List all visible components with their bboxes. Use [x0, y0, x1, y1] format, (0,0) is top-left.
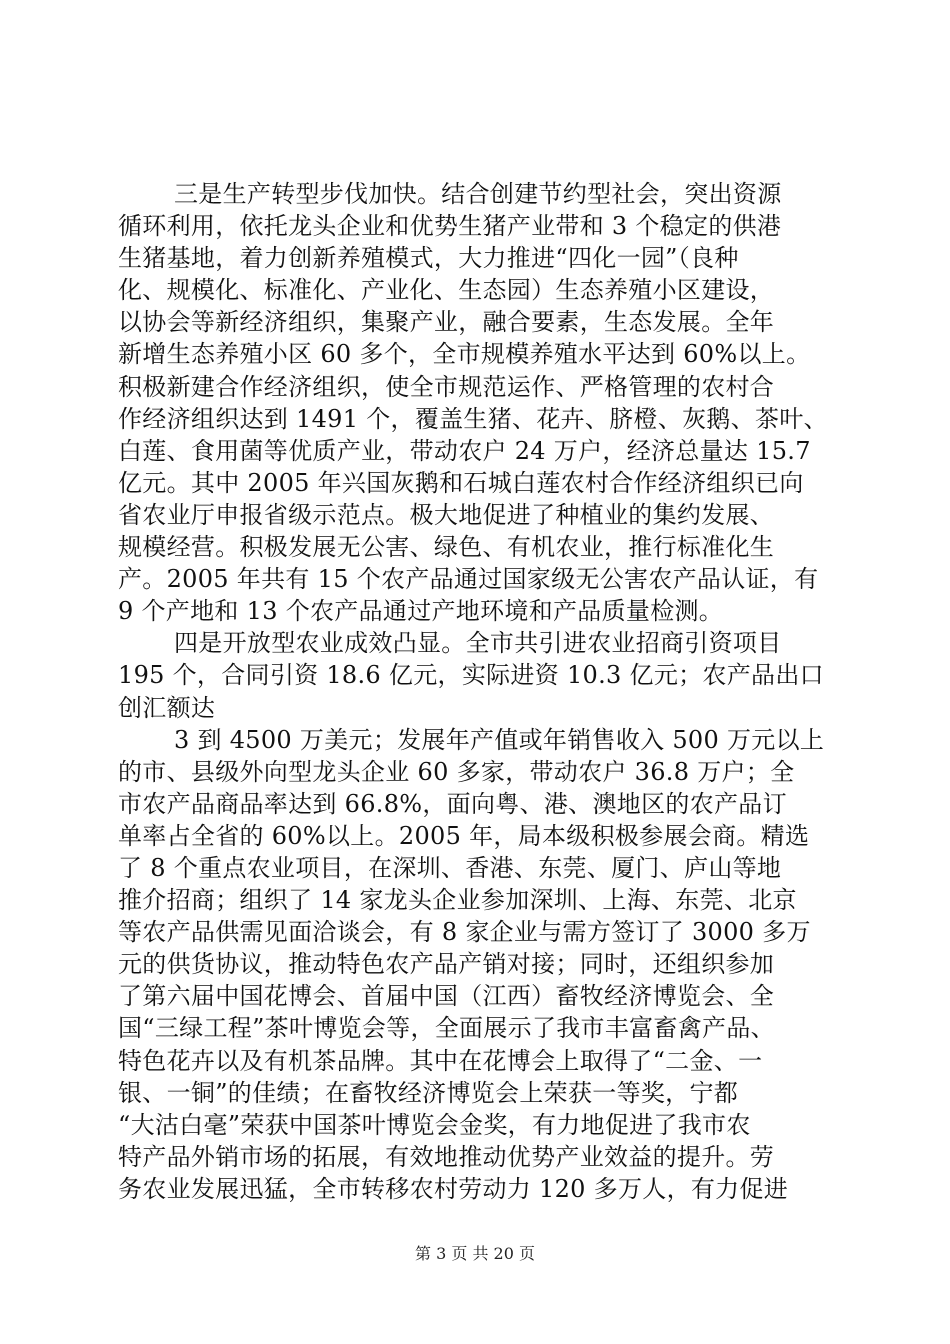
paragraph-3-line: 生猪基地，着力创新养殖模式，大力推进“四化一园”（良种 — [118, 244, 739, 273]
paragraph-5-line: 市农产品商品率达到 66.8%，面向粤、港、澳地区的农产品订 — [118, 789, 787, 818]
paragraph-3-line: 9 个产地和 13 个农产品通过产地环境和产品质量检测。 — [118, 597, 724, 626]
paragraph-3-line: 作经济组织达到 1491 个，覆盖生猪、花卉、脐橙、灰鹅、茶叶、 — [118, 404, 828, 433]
paragraph-5-line: 特色花卉以及有机茶品牌。其中在花博会上取得了“二金、一 — [118, 1046, 763, 1075]
paragraph-5-line: 了 8 个重点农业项目，在深圳、香港、东莞、厦门、庐山等地 — [118, 853, 782, 882]
paragraph-3-line: 化、规模化、标准化、产业化、生态园）生态养殖小区建设， — [118, 276, 775, 305]
paragraph-3-line: 循环利用，依托龙头企业和优势生猪产业带和 3 个稳定的供港 — [118, 212, 782, 241]
paragraph-4-line: 创汇额达 — [118, 693, 216, 722]
paragraph-5-line: 等农产品供需见面洽谈会，有 8 家企业与需方签订了 3000 多万 — [118, 918, 811, 947]
paragraph-5-line: 银、一铜”的佳绩；在畜牧经济博览会上荣获一等奖，宁都 — [118, 1078, 739, 1107]
paragraph-3-line: 规模经营。积极发展无公害、绿色、有机农业，推行标准化生 — [118, 533, 775, 562]
paragraph-5-line: 单率占全省的 60%以上。2005 年，局本级积极参展会商。精选 — [118, 821, 810, 850]
paragraph-3-line: 省农业厅申报省级示范点。极大地促进了种植业的集约发展、 — [118, 500, 775, 529]
paragraph-3-line: 新增生态养殖小区 60 多个，全市规模养殖水平达到 60%以上。 — [118, 340, 811, 369]
paragraph-5-line: 国“三绿工程”茶叶博览会等，全面展示了我市丰富畜禽产品、 — [118, 1014, 775, 1043]
paragraph-5-line: 的市、县级外向型龙头企业 60 多家，带动农户 36.8 万户；全 — [118, 757, 795, 786]
paragraph-4-line: 四是开放型农业成效凸显。全市共引进农业招商引资项目 — [174, 629, 782, 658]
paragraph-5-line: 了第六届中国花博会、首届中国（江西）畜牧经济博览会、全 — [118, 982, 775, 1011]
paragraph-5-line: 3 到 4500 万美元；发展年产值或年销售收入 500 万元以上 — [174, 725, 825, 754]
paragraph-3-line: 三是生产转型步伐加快。结合创建节约型社会，突出资源 — [174, 180, 782, 208]
paragraph-3-line: 积极新建合作经济组织，使全市规范运作、严格管理的农村合 — [118, 372, 775, 401]
paragraph-3-line: 以协会等新经济组织，集聚产业，融合要素，生态发展。全年 — [118, 308, 775, 337]
page-number-footer: 第 3 页 共 20 页 — [415, 1244, 535, 1263]
paragraph-3-line: 亿元。其中 2005 年兴国灰鹅和石城白莲农村合作经济组织已向 — [118, 468, 804, 497]
paragraph-3-line: 产。2005 年共有 15 个农产品通过国家级无公害农产品认证，有 — [118, 565, 819, 594]
paragraph-3-line: 白莲、食用菌等优质产业，带动农户 24 万户，经济总量达 15.7 — [118, 436, 811, 465]
paragraph-5-line: 推介招商；组织了 14 家龙头企业参加深圳、上海、东莞、北京 — [118, 886, 797, 915]
paragraph-5-line: 务农业发展迅猛，全市转移农村劳动力 120 多万人，有力促进 — [118, 1174, 789, 1203]
document-body — [118, 178, 846, 1205]
paragraph-5-line: 元的供货协议，推动特色农产品产销对接；同时，还组织参加 — [118, 950, 775, 979]
paragraph-4-line: 195 个，合同引资 18.6 亿元，实际进资 10.3 亿元；农产品出口 — [118, 661, 824, 690]
paragraph-5-line: “大沽白毫”荣获中国茶叶博览会金奖，有力地促进了我市农 — [118, 1110, 751, 1139]
paragraph-5-line: 特产品外销市场的拓展，有效地推动优势产业效益的提升。劳 — [118, 1142, 775, 1171]
